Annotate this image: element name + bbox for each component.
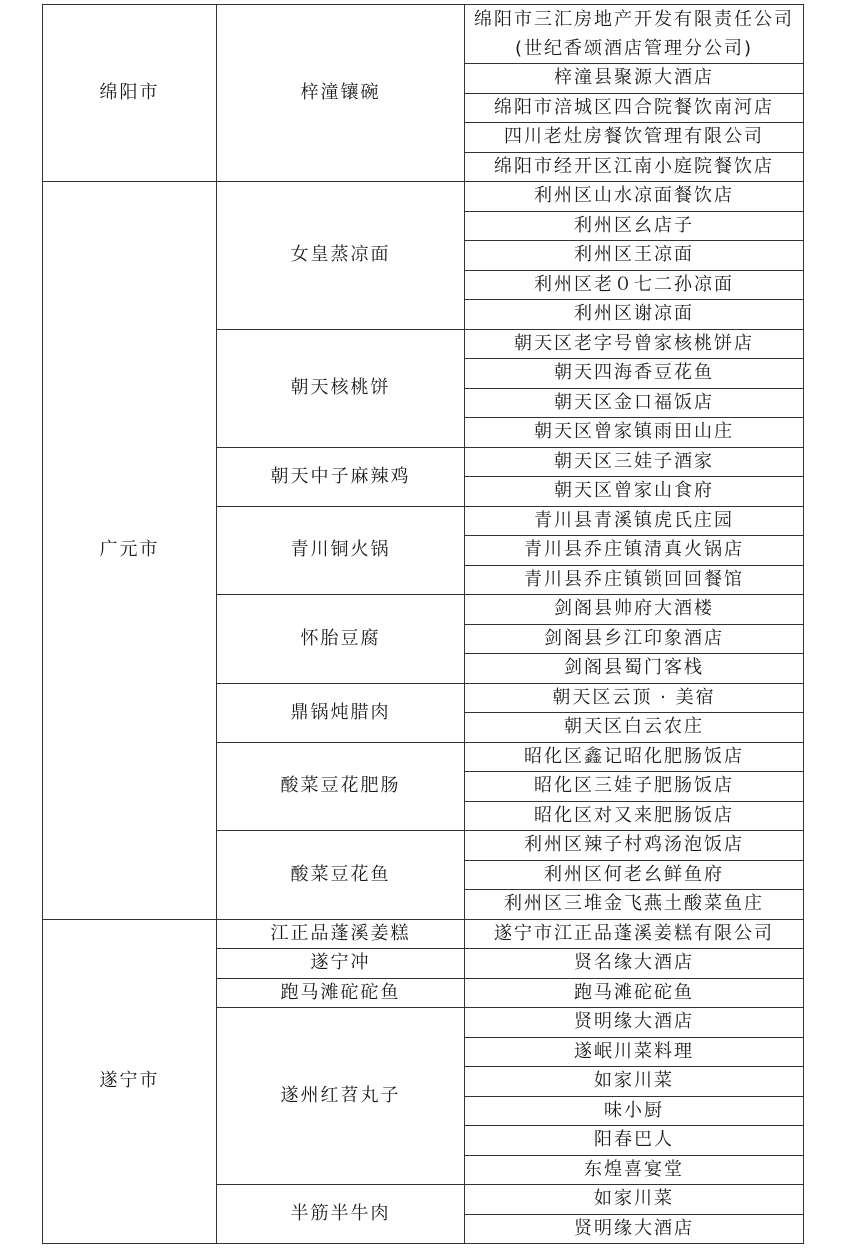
restaurant-cell: 青川县青溪镇虎氏庄园 <box>465 506 804 536</box>
restaurant-cell: 阳春巴人 <box>465 1126 804 1156</box>
dish-cell: 江正品蓬溪姜糕 <box>217 919 465 949</box>
restaurant-cell: 利州区老０七二孙凉面 <box>465 270 804 300</box>
dish-cell: 鼎锅炖腊肉 <box>217 683 465 742</box>
restaurant-cell: 如家川菜 <box>465 1185 804 1215</box>
table-row <box>43 182 804 212</box>
restaurant-cell: 利州区王凉面 <box>465 241 804 271</box>
restaurant-cell: 青川县乔庄镇清真火锅店 <box>465 536 804 566</box>
restaurant-cell: 朝天区白云农庄 <box>465 713 804 743</box>
restaurant-cell: 跑马滩砣砣鱼 <box>465 978 804 1008</box>
restaurant-cell: 利州区谢凉面 <box>465 300 804 330</box>
restaurant-cell: 昭化区三娃子肥肠饭店 <box>465 772 804 802</box>
restaurant-cell: 利州区辣子村鸡汤泡饭店 <box>465 831 804 861</box>
restaurant-cell: 朝天区曾家山食府 <box>465 477 804 507</box>
dish-cell: 半筋半牛肉 <box>217 1185 465 1244</box>
restaurant-cell: 剑阁县乡江印象酒店 <box>465 624 804 654</box>
dish-cell: 女皇蒸凉面 <box>217 182 465 330</box>
restaurant-cell: 贤名缘大酒店 <box>465 949 804 979</box>
city-cell: 遂宁市 <box>43 919 217 1244</box>
dish-cell: 怀胎豆腐 <box>217 595 465 684</box>
dish-cell: 梓潼镶碗 <box>217 5 465 182</box>
restaurant-cell: 利州区何老幺鲜鱼府 <box>465 860 804 890</box>
restaurant-cell: 如家川菜 <box>465 1067 804 1097</box>
restaurant-cell: 朝天区云顶 · 美宿 <box>465 683 804 713</box>
restaurant-cell: 青川县乔庄镇锁回回餐馆 <box>465 565 804 595</box>
table-row <box>43 919 804 949</box>
dish-cell: 遂宁冲 <box>217 949 465 979</box>
restaurant-cell: 味小厨 <box>465 1096 804 1126</box>
restaurant-cell: 朝天区老字号曾家核桃饼店 <box>465 329 804 359</box>
restaurant-cell: 遂宁市江正品蓬溪姜糕有限公司 <box>465 919 804 949</box>
restaurant-table <box>42 4 804 1244</box>
dish-cell: 朝天中子麻辣鸡 <box>217 447 465 506</box>
restaurant-cell: 朝天区金口福饭店 <box>465 388 804 418</box>
dish-cell: 酸菜豆花鱼 <box>217 831 465 920</box>
restaurant-cell: 梓潼县聚源大酒店 <box>465 64 804 94</box>
restaurant-cell: 四川老灶房餐饮管理有限公司 <box>465 123 804 153</box>
dish-cell: 跑马滩砣砣鱼 <box>217 978 465 1008</box>
dish-cell: 酸菜豆花肥肠 <box>217 742 465 831</box>
city-cell: 广元市 <box>43 182 217 920</box>
restaurant-cell: 剑阁县蜀门客栈 <box>465 654 804 684</box>
restaurant-cell: 绵阳市涪城区四合院餐饮南河店 <box>465 93 804 123</box>
restaurant-cell: 朝天区曾家镇雨田山庄 <box>465 418 804 448</box>
restaurant-cell: 剑阁县帅府大酒楼 <box>465 595 804 625</box>
dish-cell: 青川铜火锅 <box>217 506 465 595</box>
restaurant-cell: 利州区三堆金飞燕土酸菜鱼庄 <box>465 890 804 920</box>
dish-cell: 遂州红苕丸子 <box>217 1008 465 1185</box>
dish-cell: 朝天核桃饼 <box>217 329 465 447</box>
restaurant-cell: 遂岷川菜料理 <box>465 1037 804 1067</box>
restaurant-cell: 绵阳市三汇房地产开发有限责任公司(世纪香颂酒店管理分公司) <box>465 5 804 64</box>
restaurant-cell: 绵阳市经开区江南小庭院餐饮店 <box>465 152 804 182</box>
restaurant-cell: 贤明缘大酒店 <box>465 1008 804 1038</box>
restaurant-cell: 昭化区鑫记昭化肥肠饭店 <box>465 742 804 772</box>
city-cell: 绵阳市 <box>43 5 217 182</box>
table-body <box>43 5 804 1244</box>
restaurant-cell: 昭化区对又来肥肠饭店 <box>465 801 804 831</box>
restaurant-cell: 贤明缘大酒店 <box>465 1214 804 1244</box>
restaurant-cell: 朝天区三娃子酒家 <box>465 447 804 477</box>
table-row <box>43 5 804 64</box>
restaurant-cell: 利州区山水凉面餐饮店 <box>465 182 804 212</box>
restaurant-cell: 朝天四海香豆花鱼 <box>465 359 804 389</box>
restaurant-cell: 东煌喜宴堂 <box>465 1155 804 1185</box>
restaurant-cell: 利州区幺店子 <box>465 211 804 241</box>
